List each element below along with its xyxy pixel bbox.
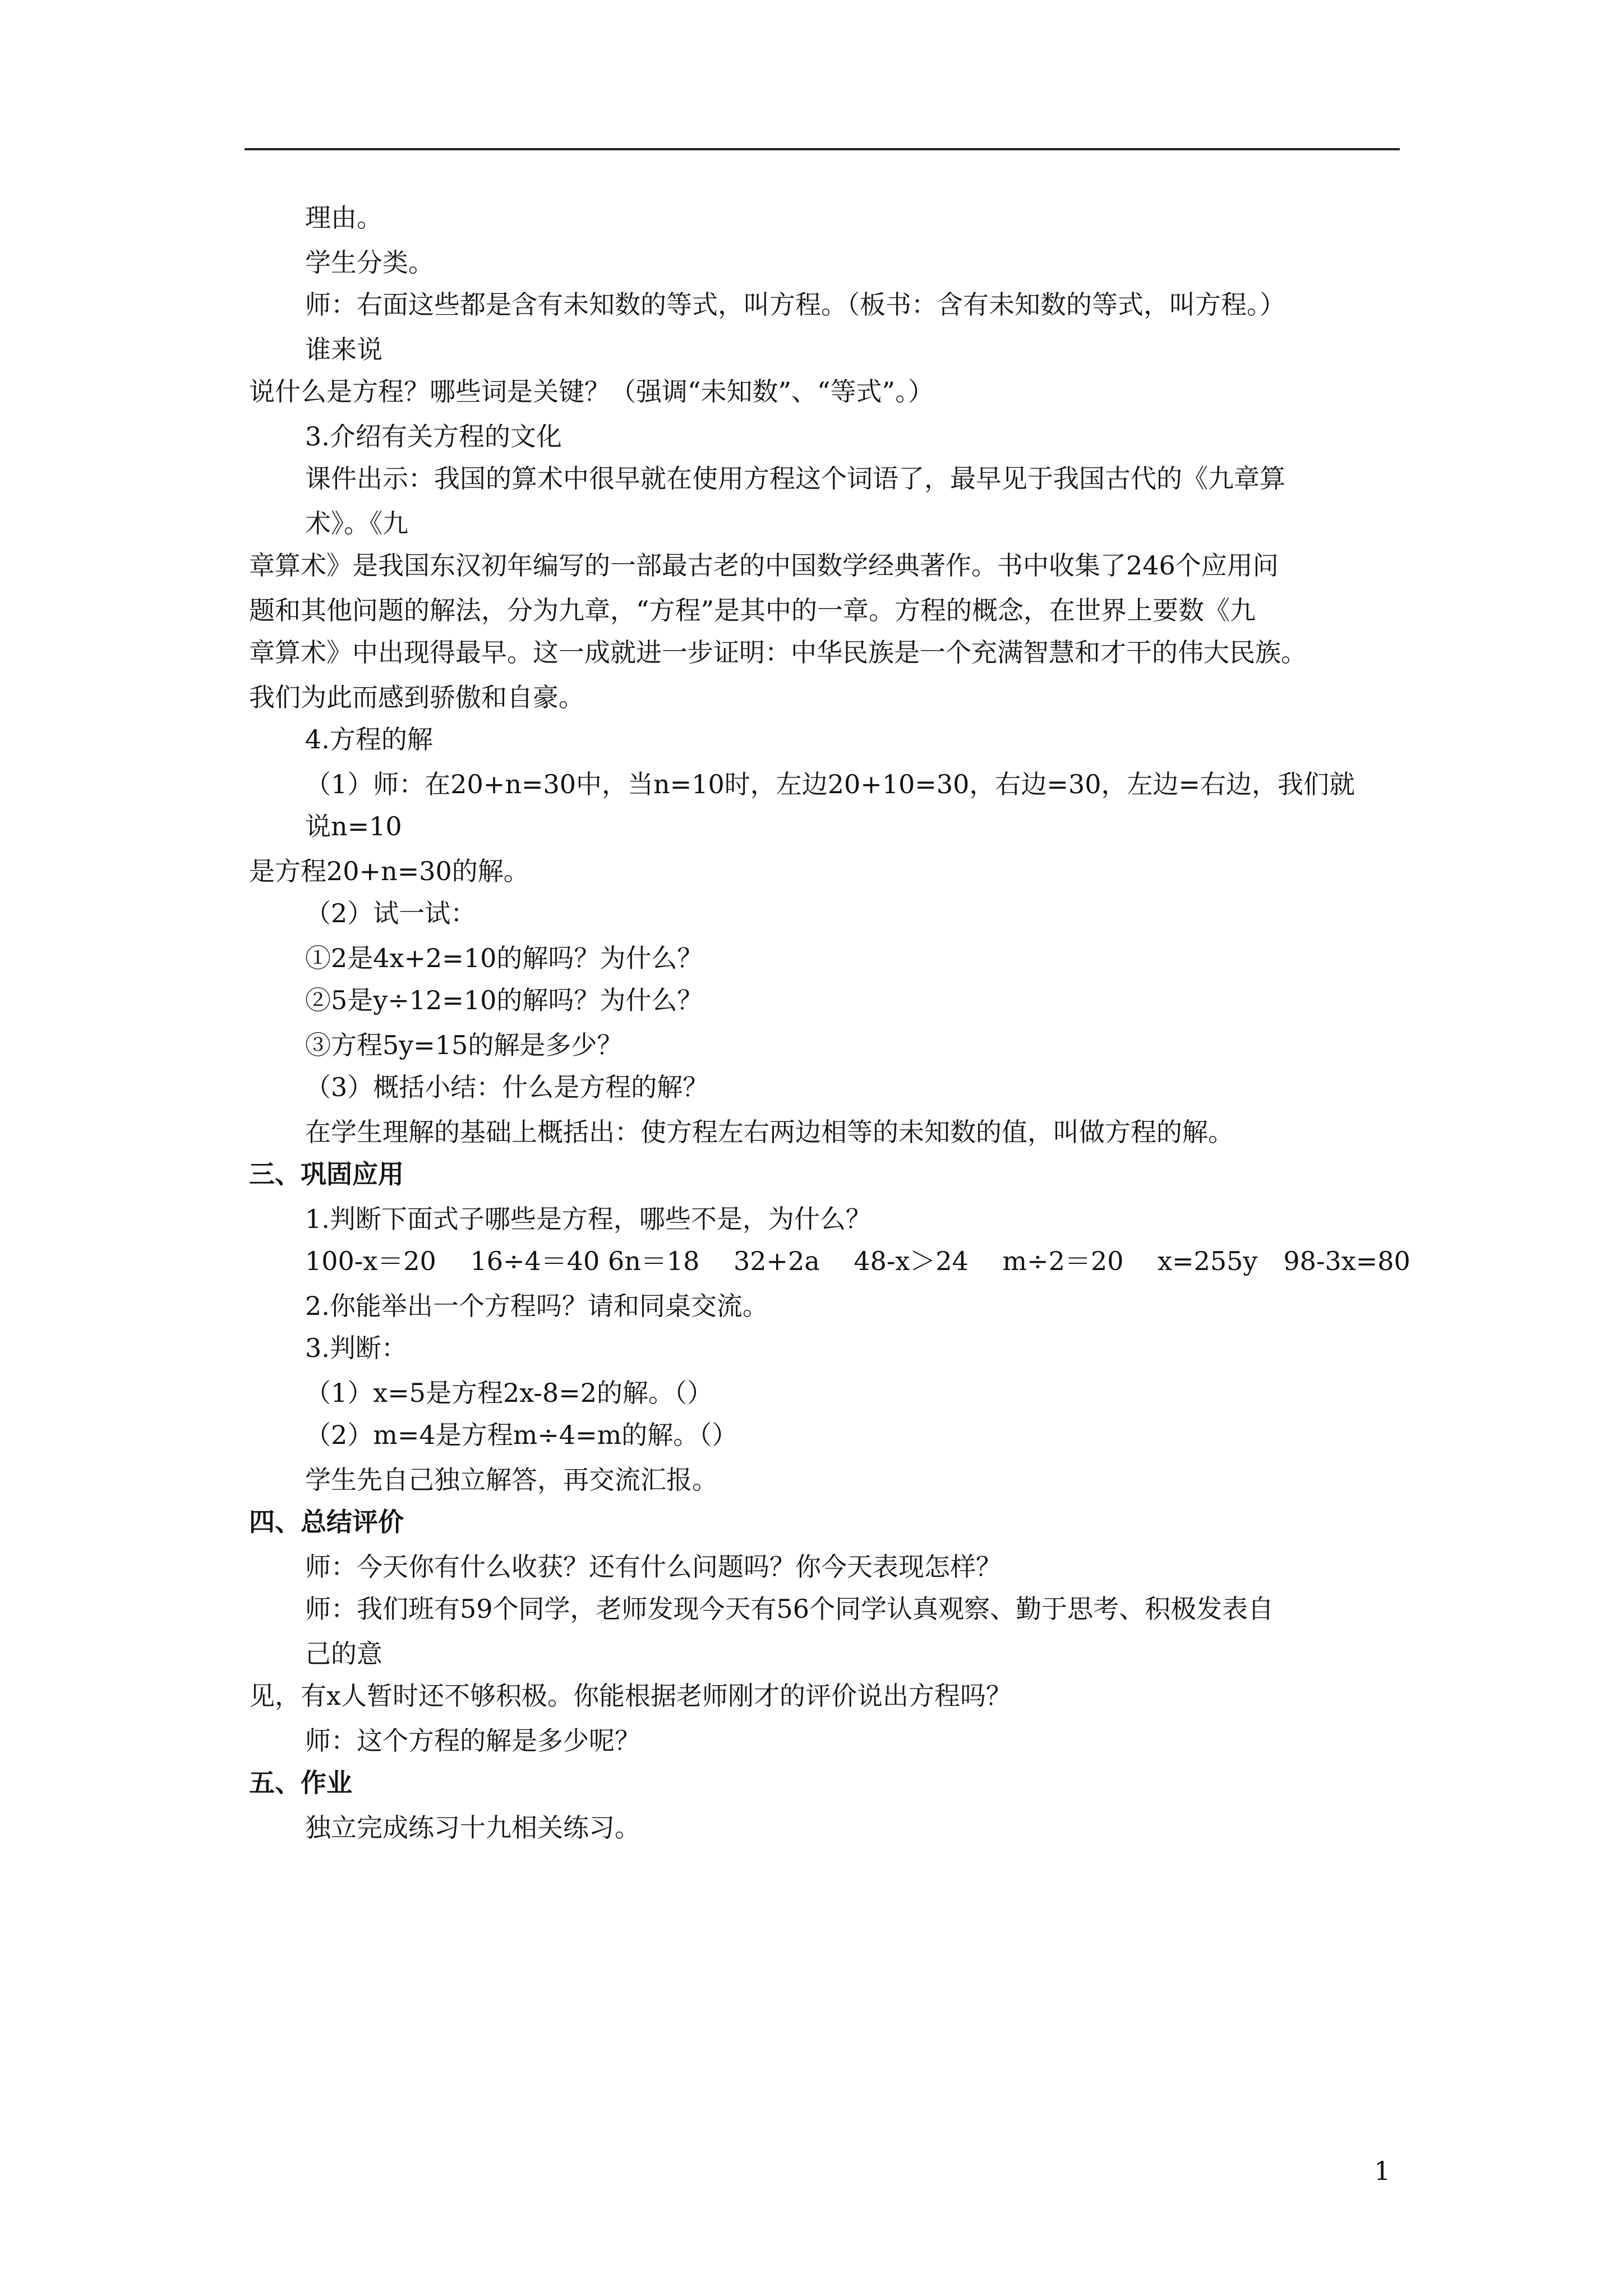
text-line: 课件出示：我国的算术中很早就在使用方程这个词语了，最早见于我国古代的《九章算 <box>305 463 1285 494</box>
text-line: 己的意 <box>305 1639 382 1669</box>
text-line: 师：右面这些都是含有未知数的等式，叫方程。（板书：含有未知数的等式，叫方程。） <box>305 289 1285 320</box>
section-heading: 五、作业 <box>249 1768 352 1798</box>
text-line: （3）概括小结：什么是方程的解？ <box>305 1072 709 1102</box>
text-line: 说什么是方程？哪些词是关键？（强调“未知数”、“等式”。） <box>249 376 934 407</box>
text-line: 我们为此而感到骄傲和自豪。 <box>249 682 584 712</box>
text-line: （1）师：在20+n=30中，当n=10时，左边20+10=30，右边=30，左边=右边，我们就 <box>305 769 1355 799</box>
text-line: ①2是4x+2=10的解吗？为什么？ <box>305 943 703 973</box>
text-line: 在学生理解的基础上概括出：使方程左右两边相等的未知数的值，叫做方程的解。 <box>305 1117 1234 1147</box>
text-line: 3.判断： <box>305 1333 407 1363</box>
text-line: 术》。《九 <box>305 508 408 539</box>
text-line: ②5是y÷12=10的解吗？为什么？ <box>305 985 703 1015</box>
text-line: 学生先自己独立解答，再交流汇报。 <box>305 1465 718 1495</box>
page-number: 1 <box>1374 2156 1391 2186</box>
text-line: 题和其他问题的解法，分为九章，“方程”是其中的一章。方程的概念，在世界上要数《九 <box>249 595 1256 625</box>
text-line: 说n=10 <box>305 811 402 841</box>
text-line: 1.判断下面式子哪些是方程，哪些不是，为什么？ <box>305 1204 872 1234</box>
text-line: （2）m=4是方程m÷4=m的解。（） <box>305 1420 738 1450</box>
text-line: 2.你能举出一个方程吗？请和同桌交流。 <box>305 1291 768 1321</box>
text-line: 师：我们班有59个同学，老师发现今天有56个同学认真观察、勤于思考、积极发表自 <box>305 1594 1274 1624</box>
text-line: （2）试一试： <box>305 898 477 928</box>
text-line: 见，有x人暂时还不够积极。你能根据老师刚才的评价说出方程吗？ <box>249 1681 1012 1711</box>
text-line: （1）x=5是方程2x-8=2的解。（） <box>305 1378 713 1408</box>
text-line: 章算术》中出现得最早。这一成就进一步证明：中华民族是一个充满智慧和才干的伟大民族。 <box>249 637 1307 668</box>
text-line: 谁来说 <box>305 334 382 365</box>
text-line: 师：今天你有什么收获？还有什么问题吗？你今天表现怎样？ <box>305 1552 1002 1582</box>
text-line: 独立完成练习十九相关练习。 <box>305 1812 640 1843</box>
section-subheading: 4.方程的解 <box>305 724 433 754</box>
text-line: ③方程5y=15的解是多少？ <box>305 1030 623 1060</box>
text-line: 师：这个方程的解是多少呢？ <box>305 1726 640 1756</box>
text-line: 100-x＝20 16÷4＝40 6n＝18 32+2a 48-x＞24 m÷2＝20 x=255y 98-3x=80 <box>305 1246 1410 1276</box>
header-rule <box>245 148 1400 150</box>
text-line: 学生分类。 <box>305 247 434 278</box>
text-line: 章算术》是我国东汉初年编写的一部最古老的中国数学经典著作。书中收集了246个应用问 <box>249 550 1279 581</box>
section-heading: 四、总结评价 <box>249 1507 404 1537</box>
text-line: 3.介绍有关方程的文化 <box>305 421 562 452</box>
text-line: 是方程20+n=30的解。 <box>249 856 529 886</box>
text-line: 理由。 <box>305 203 382 233</box>
section-heading: 三、巩固应用 <box>249 1159 404 1189</box>
